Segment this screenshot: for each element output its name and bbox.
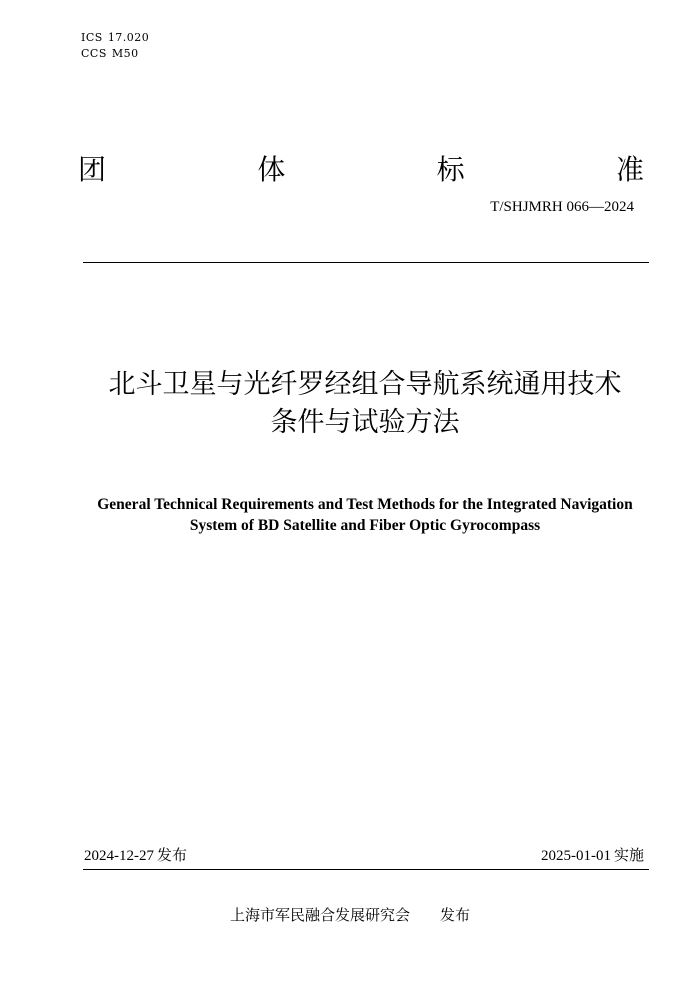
publisher-line [0,904,700,925]
ccs-code [81,46,149,62]
standard-type-char: 体 [257,153,286,186]
standard-type-char: 标 [436,153,465,186]
ics-label: ICS [81,31,103,44]
chinese-title-line: 北斗卫星与光纤罗经组合导航系统通用技术 [108,369,622,400]
standard-type-char: 团 [78,153,107,186]
publisher-action: 发布 [440,906,471,924]
standard-number: T/SHJMRH 066—2024 [490,199,634,215]
publisher-name: 上海市军民融合发展研究会 [229,906,410,924]
classification-codes [81,30,149,62]
ccs-label: CCS [81,47,107,60]
english-title-line: General Technical Requirements and Test Methods for the Integrated Navigation [97,496,633,513]
top-divider [83,262,649,263]
issue-date-value: 2024-12-27 [84,848,154,864]
issue-date-label: 发布 [157,846,188,864]
english-title [60,494,670,536]
ics-code [81,30,149,46]
ics-value: 17.020 [107,31,150,44]
standard-type-heading [78,150,644,186]
bottom-divider [83,869,649,870]
standard-type-char: 准 [615,153,644,186]
implementation-date-label: 实施 [613,846,644,864]
english-title-line: System of BD Satellite and Fiber Optic Gyrocompass [189,517,541,534]
chinese-title [60,366,670,442]
implementation-date-value: 2025-01-01 [540,848,611,864]
issue-date [84,844,187,865]
ccs-value: M50 [111,47,139,60]
chinese-title-line: 条件与试验方法 [270,407,460,438]
implementation-date [541,844,644,865]
